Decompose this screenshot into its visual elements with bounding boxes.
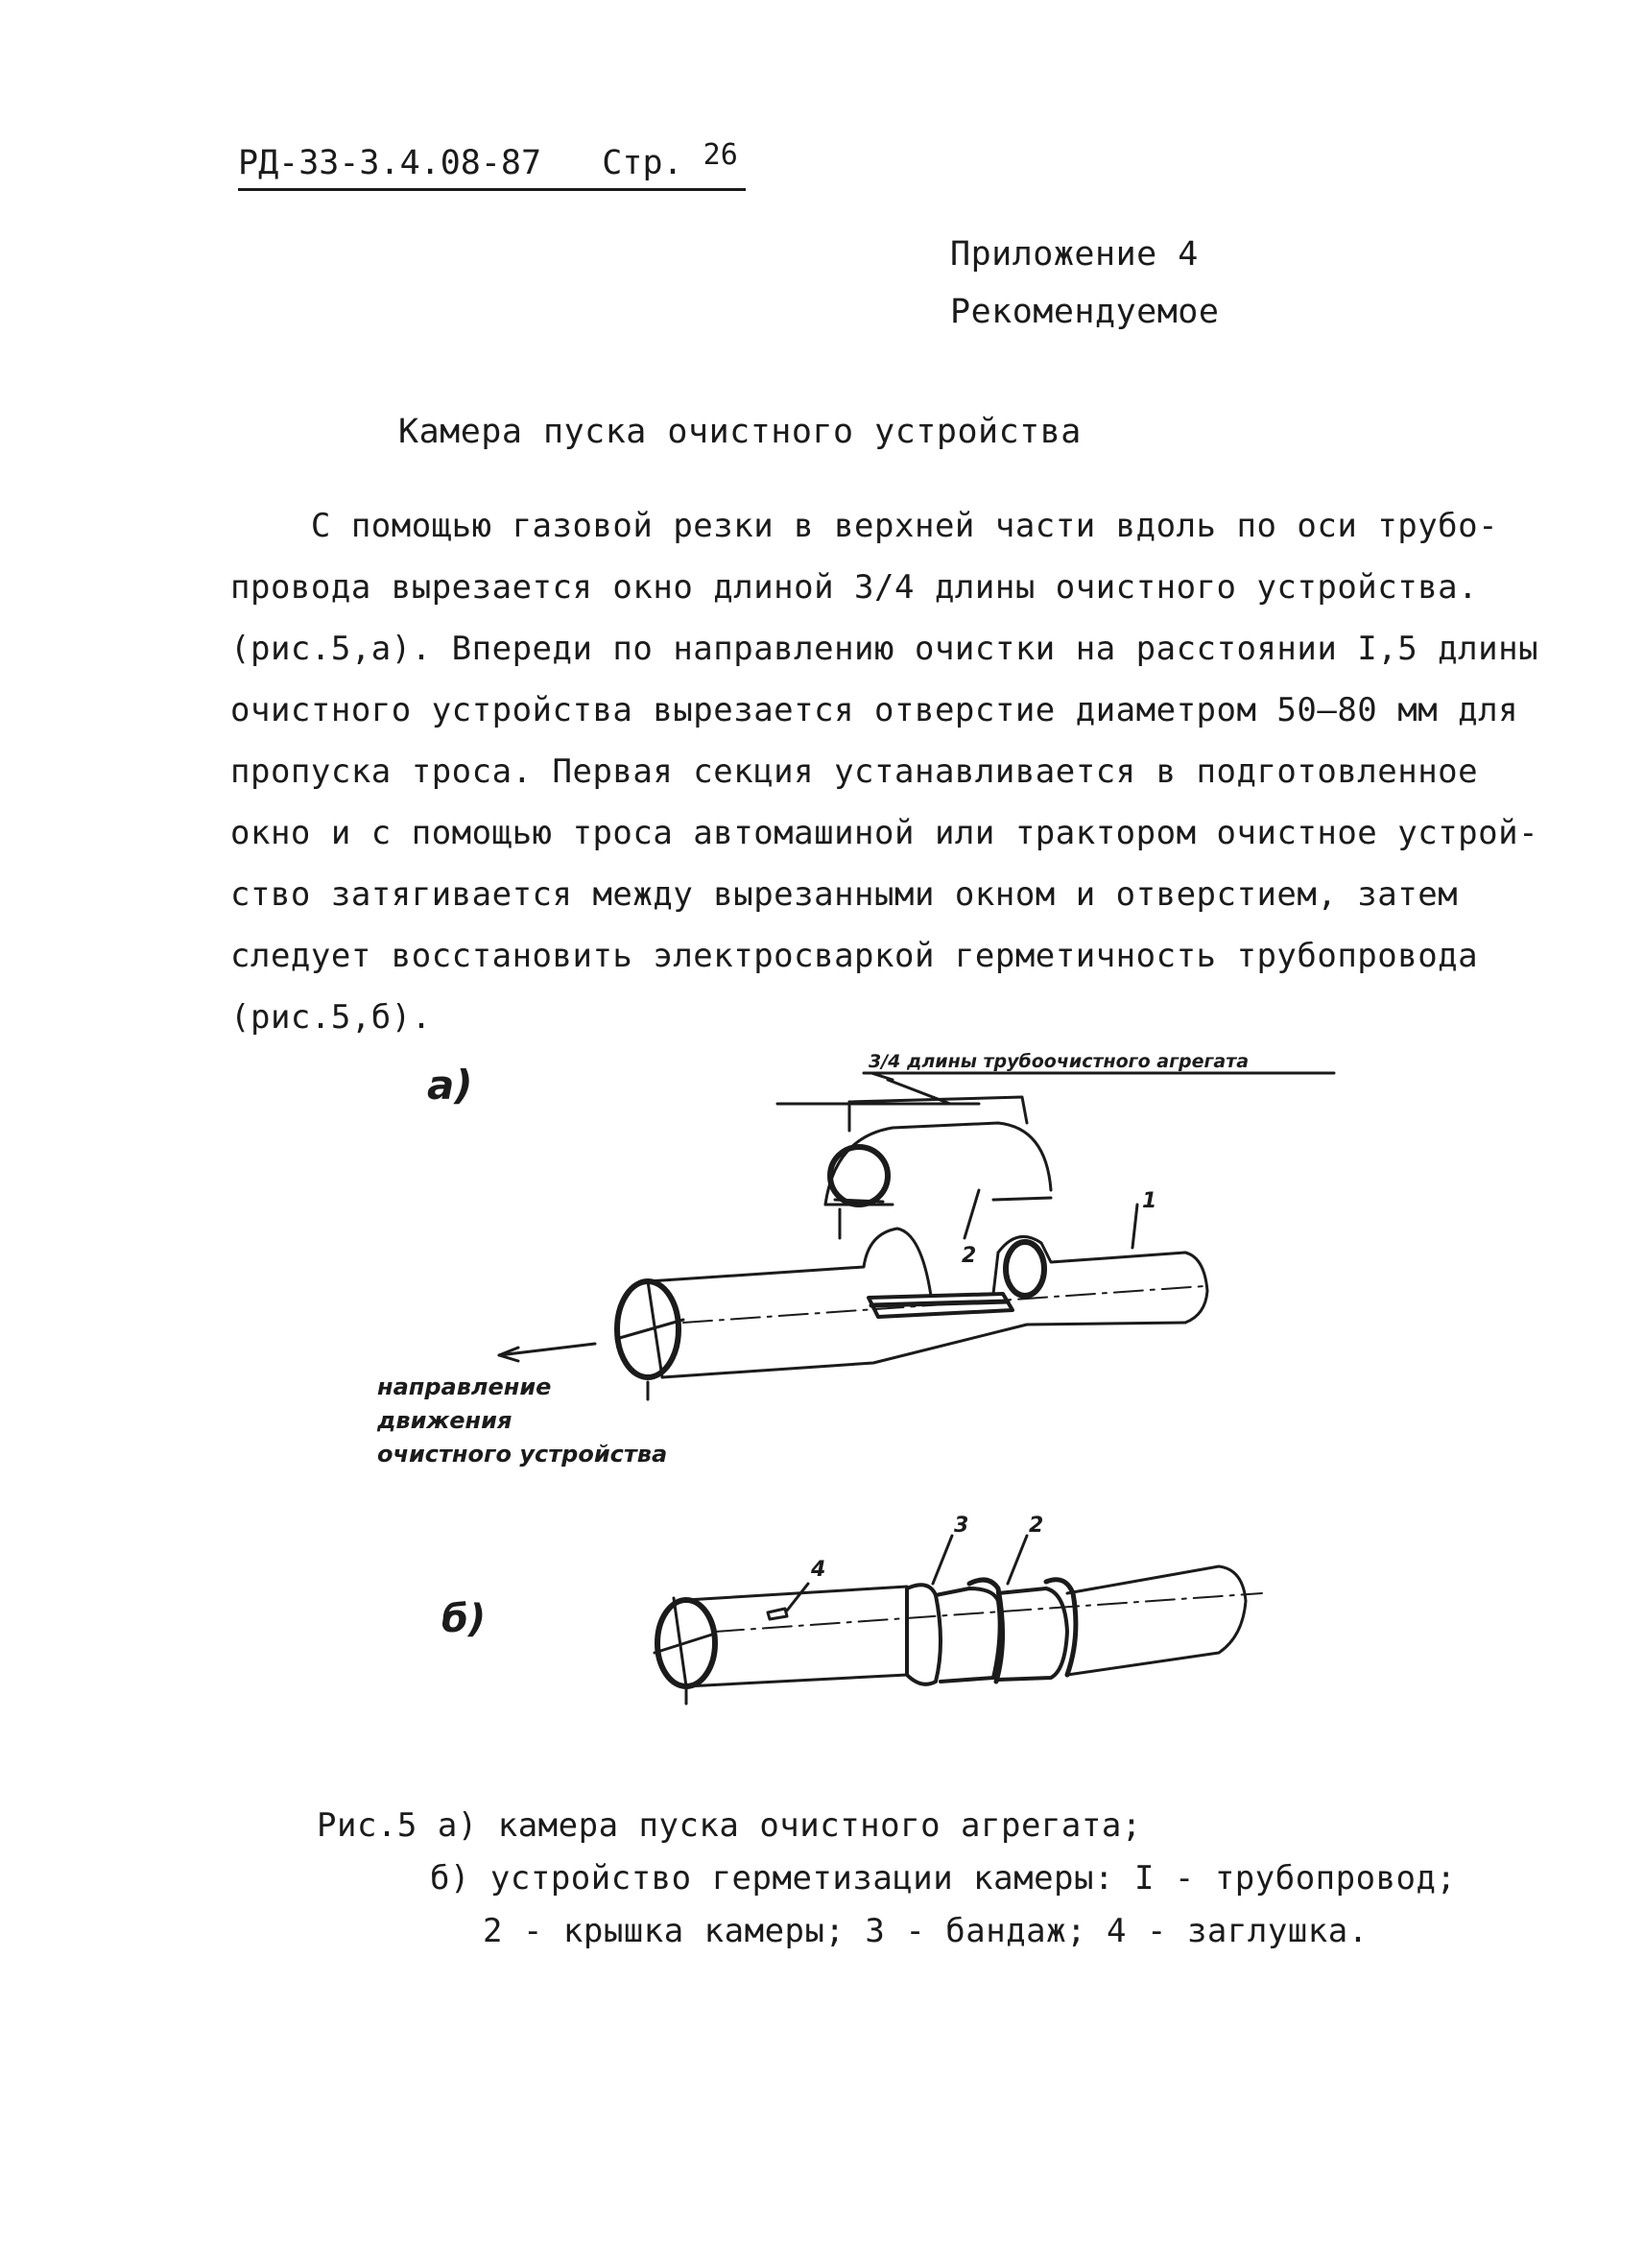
caption-line: Рис.5 а) камера пуска очистного агрегата; (317, 1806, 1142, 1845)
callout-3: 3 (954, 1514, 969, 1538)
figure-label-a: а) (427, 1062, 473, 1109)
direction-text-line: движения (377, 1407, 512, 1434)
body-line: следует восстановить электросваркой герметичность трубопровода (230, 937, 1479, 975)
direction-text-line: очистного устройства (377, 1441, 668, 1468)
callout-1: 1 (1142, 1189, 1157, 1213)
body-line: С помощью газовой резки в верхней части вдоль по оси трубо- (230, 507, 1499, 545)
section-title: Камера пуска очистного устройства (398, 413, 1082, 451)
body-line: окно и с помощью троса автомашиной или трактором очистное устрой- (230, 814, 1539, 852)
body-line: (рис.5,б). (230, 998, 432, 1037)
pipe-b (655, 1566, 1262, 1704)
body-line: пропуска троса. Первая секция устанавливается в подготовленное (230, 752, 1479, 791)
body-line: ство затягивается между вырезанными окном и отверстием, затем (230, 875, 1459, 914)
pipe-a (616, 1229, 1207, 1399)
callout-2b: 2 (1029, 1514, 1044, 1538)
page-label: Стр. (602, 144, 683, 182)
callout-2: 2 (962, 1244, 977, 1268)
caption-line: 2 - крышка камеры; 3 - бандаж; 4 - заглушка. (483, 1912, 1369, 1950)
chamber-cover (825, 1097, 1051, 1205)
caption-line: б) устройство герметизации камеры: I - трубопровод; (430, 1859, 1457, 1898)
appendix-status: Рекомендуемое (950, 293, 1220, 331)
callout-4-leader (787, 1584, 808, 1611)
body-line: провода вырезается окно длиной 3/4 длины очистного устройства. (230, 568, 1479, 607)
callout-3-leader (933, 1536, 952, 1584)
body-line: очистного устройства вырезается отверстие диаметром 50–80 мм для (230, 691, 1519, 729)
dimension-text: 3/4 длины трубоочистного агрегата (869, 1051, 1250, 1072)
page-number: 26 (703, 138, 738, 172)
callout-2-leader (965, 1190, 979, 1238)
body-line: (рис.5,а). Впереди по направлению очистки на расстоянии I,5 длины (230, 630, 1539, 668)
callout-4: 4 (811, 1558, 826, 1582)
document-code: РД-33-3.4.08-87 (238, 144, 542, 182)
callout-1-leader (1132, 1205, 1137, 1248)
callout-2b-leader (1008, 1536, 1027, 1584)
appendix-label: Приложение 4 (950, 235, 1199, 274)
figure-label-b: б) (441, 1597, 487, 1641)
direction-text-line: направление (377, 1373, 552, 1400)
